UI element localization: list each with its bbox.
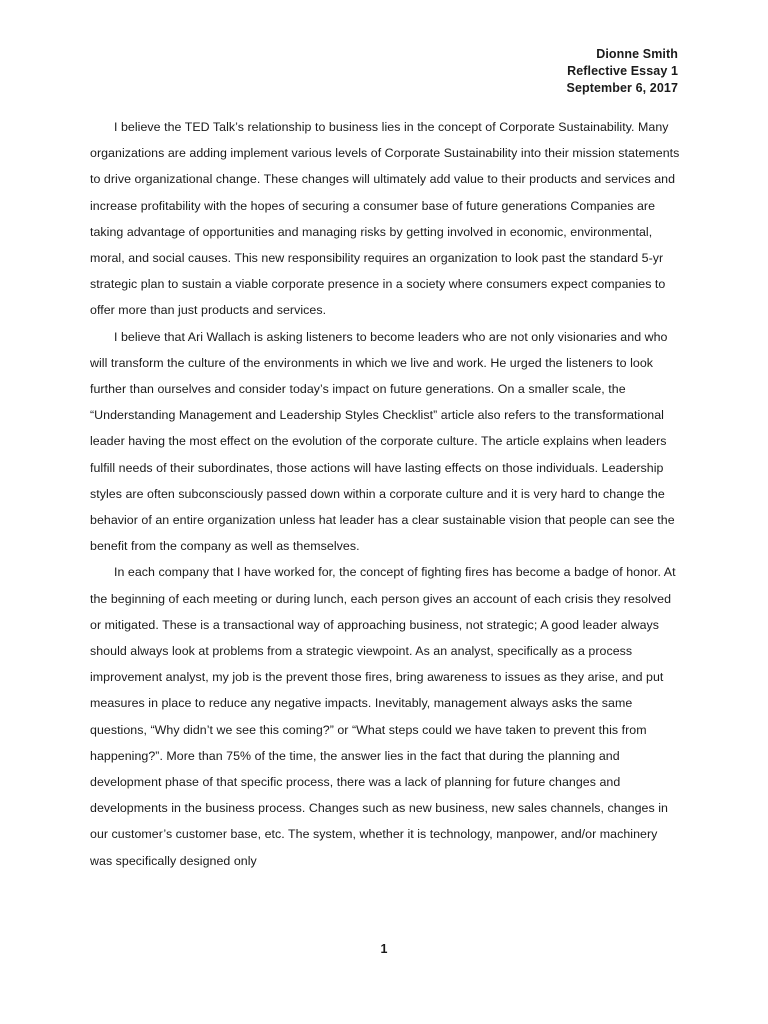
paragraph: I believe the TED Talk’s relationship to business lies in the concept of Corporate Sustainability. Many organizations are adding implement various levels of Corporate Sustainability into their mission statements to drive organizational change. These changes will ultimately add value to their products and services and increase profitability with the hopes of securing a consumer base of future generations Companies are taking advantage of opportunities and managing risks by getting involved in economic, environmental, moral, and social causes. This new responsibility requires an organization to look past the standard 5-yr strategic plan to sustain a viable corporate presence in a society where consumers expect companies to offer more than just products and services. — [90, 120, 680, 318]
essay-date: September 6, 2017 — [566, 81, 678, 95]
author-name: Dionne Smith — [596, 47, 678, 61]
essay-body — [90, 114, 682, 874]
essay-title: Reflective Essay 1 — [567, 64, 678, 78]
page-number: 1 — [380, 942, 388, 956]
essay-header — [567, 46, 678, 97]
paragraph: In each company that I have worked for, the concept of fighting fires has become a badge of honor. At the beginning of each meeting or during lunch, each person gives an account of each crisis they resolved or mitigated. These is a transactional way of approaching business, not strategic; A good leader always should always look at problems from a strategic viewpoint. As an analyst, specifically as a process improvement analyst, my job is the prevent those fires, bring awareness to issues as they arise, and put measures in place to reduce any negative impacts. Inevitably, management always asks the same questions, “Why didn’t we see this coming?” or “What steps could we have taken to prevent this from happening?”. More than 75% of the time, the answer lies in the fact that during the planning and development phase of that specific process, there was a lack of planning for future changes and developments in the business process. Changes such as new business, new sales channels, changes in our customer’s customer base, etc. The system, whether it is technology, manpower, and/or machinery was specifically designed only — [90, 565, 676, 868]
paragraph: I believe that Ari Wallach is asking listeners to become leaders who are not only visionaries and who will transform the culture of the environments in which we live and work. He urged the listeners to look further than ourselves and consider today’s impact on future generations. On a smaller scale, the “Understanding Management and Leadership Styles Checklist” article also refers to the transformational leader having the most effect on the evolution of the corporate culture. The article explains when leaders fulfill needs of their subordinates, those actions will have lasting effects on those individuals. Leadership styles are often subconsciously passed down within a corporate culture and it is very hard to change the behavior of an entire organization unless hat leader has a clear sustainable vision that people can see the benefit from the company as well as themselves. — [90, 329, 675, 554]
